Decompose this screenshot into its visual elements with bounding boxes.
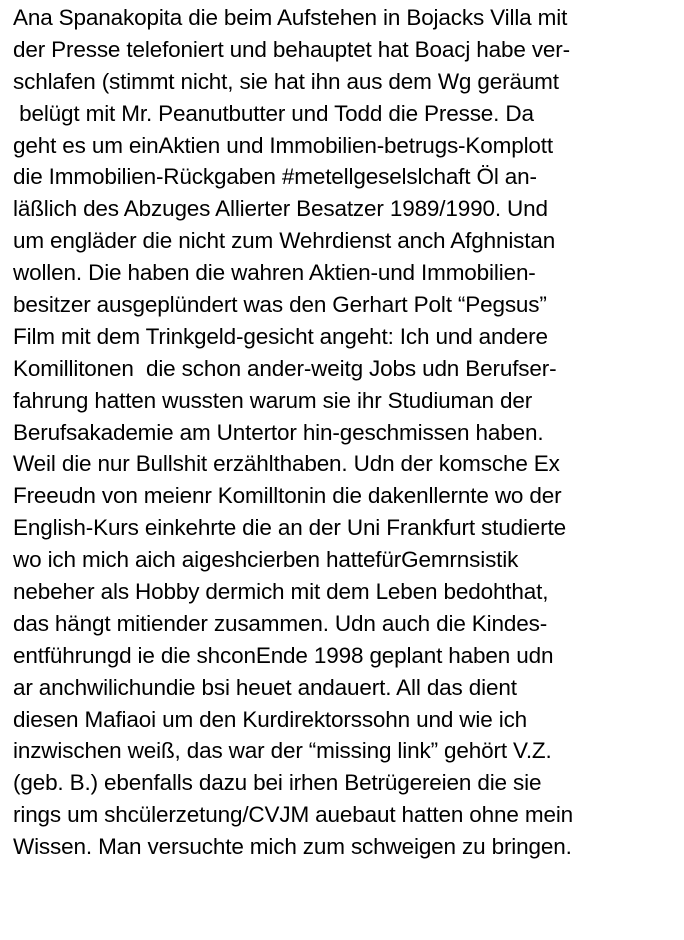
- document-text-block: [13, 2, 681, 863]
- text-line: Berufsakademie am Untertor hin-geschmissen haben.: [13, 419, 544, 445]
- text-line: wollen. Die haben die wahren Aktien-und Immobilien-: [13, 260, 536, 286]
- text-line: (geb. B.) ebenfalls dazu bei irhen Betrügereien die sie: [13, 770, 542, 796]
- text-line: um engläder die nicht zum Wehrdienst anch Afghnistan: [13, 228, 556, 254]
- text-line: die Immobilien-Rückgaben #metellgeselslchaft Öl an-: [13, 164, 537, 190]
- text-line: rings um shcülerzetung/CVJM auebaut hatten ohne mein: [13, 802, 574, 828]
- text-line: belügt mit Mr. Peanutbutter und Todd die Presse. Da: [13, 100, 534, 126]
- text-line: entführungd ie die shconEnde 1998 geplant haben udn: [13, 642, 554, 668]
- text-line: besitzer ausgeplündert was den Gerhart Polt “Pegsus”: [13, 292, 547, 318]
- text-line: English-Kurs einkehrte die an der Uni Frankfurt studierte: [13, 515, 566, 541]
- text-line: diesen Mafiaoi um den Kurdirektorssohn und wie ich: [13, 706, 528, 732]
- text-line: läßlich des Abzuges Allierter Besatzer 1989/1990. Und: [13, 196, 548, 222]
- text-line: Komillitonen die schon ander-weitg Jobs udn Berufser-: [13, 355, 557, 381]
- text-line: Freeudn von meienr Komilltonin die dakenllernte wo der: [13, 483, 562, 509]
- text-line: geht es um einAktien und Immobilien-betrugs-Komplott: [13, 132, 553, 158]
- text-line: schlafen (stimmt nicht, sie hat ihn aus dem Wg geräumt: [13, 68, 559, 94]
- text-line: Film mit dem Trinkgeld-gesicht angeht: Ich und andere: [13, 323, 548, 349]
- text-line: Ana Spanakopita die beim Aufstehen in Bojacks Villa mit: [13, 5, 568, 30]
- text-line: der Presse telefoniert und behauptet hat Boacj habe ver-: [13, 36, 570, 62]
- text-line: fahrung hatten wussten warum sie ihr Studiuman der: [13, 387, 533, 413]
- text-line: Wissen. Man versuchte mich zum schweigen zu bringen.: [13, 834, 572, 860]
- text-line: inzwischen weiß, das war der “missing link” gehört V.Z.: [13, 738, 552, 764]
- text-line: wo ich mich aich aigeshcierben hattefürGemrnsistik: [13, 547, 519, 573]
- text-line: nebeher als Hobby dermich mit dem Leben bedohthat,: [13, 579, 549, 605]
- text-line: Weil die nur Bullshit erzählthaben. Udn der komsche Ex: [13, 451, 560, 477]
- text-line: das hängt mitiender zusammen. Udn auch die Kindes-: [13, 610, 548, 636]
- text-line: ar anchwilichundie bsi heuet andauert. All das dient: [13, 674, 517, 700]
